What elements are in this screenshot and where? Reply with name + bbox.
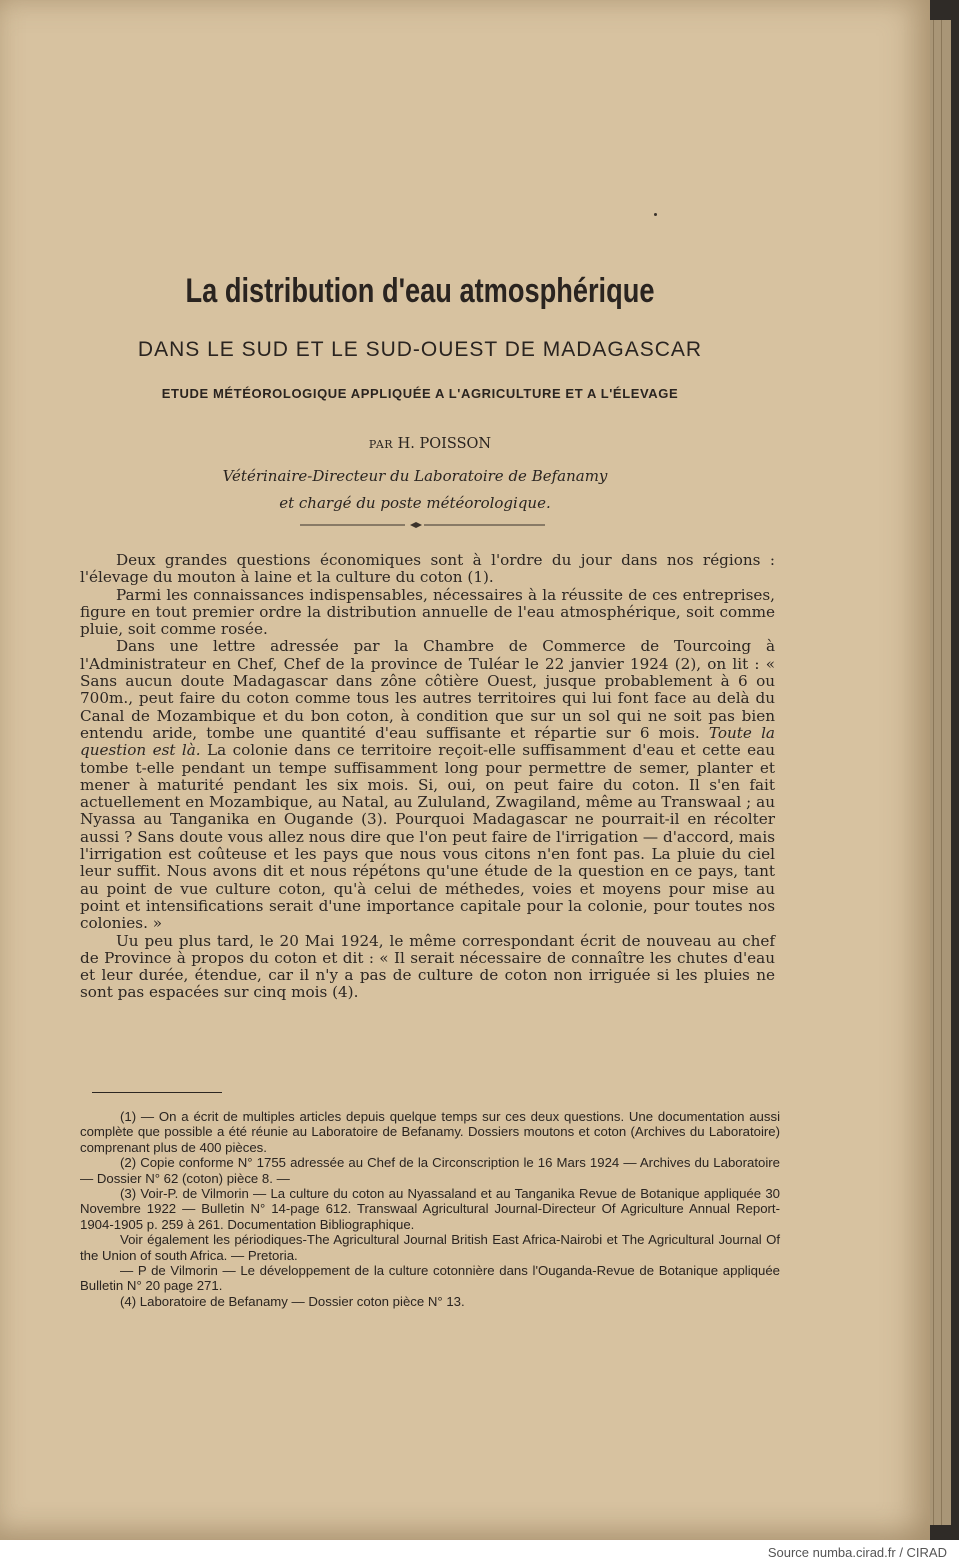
author-affiliation-2: et chargé du poste météorologique. [279,494,551,512]
body-paragraph: Deux grandes questions économiques sont à l'ordre du jour dans nos régions : l'élevage du mouton à laine et la culture du coton (1). [80,551,775,587]
article-subheading: ETUDE MÉTÉOROLOGIQUE APPLIQUÉE A L'AGRICULTURE ET A L'ÉLEVAGE [161,386,679,401]
body-paragraph: Parmi les connaissances indispensables, nécessaires à la réussite de ces entreprises, figure en tout premier ordre la distribution annuelle de l'eau atmosphérique, soit comme pluie, soit comme rosée. [80,585,775,639]
source-credit: Source numba.cirad.fr / CIRAD [767,1545,947,1560]
divider-ornament [300,520,545,530]
paper-speck [654,213,657,216]
emphasis-text: Toute la question est là. [80,723,775,760]
author-name: H. POISSON [397,436,492,452]
footnote: (3) Voir-P. de Vilmorin — La culture du coton au Nyassaland et au Tanganika Revue de Botanique appliquée 30 Novembre 1922 — Bulletin N° 14-page 612. Transwaal Agricultural Journal-Directeur Of Agriculture Annual Report-1904-1905 p. 259 à 261. Documentation Bibliographique. [80,1186,780,1232]
author-line [0,436,860,452]
body-paragraph [80,638,775,932]
footnote: (4) Laboratoire de Befanamy — Dossier coton pièce N° 13. [120,1293,465,1309]
body-paragraph: Uu peu plus tard, le 20 Mai 1924, le même correspondant écrit de nouveau au chef de Province à propos du coton et dit : « Il serait nécessaire de connaître les chutes d'eau et leur durée, étendue, car il n'y a pas de culture de coton non irriguée si les pluies ne sont pas espacées sur cinq mois (4). [80,931,775,1002]
footnote: (1) — On a écrit de multiples articles depuis quelque temps sur ces deux questions. Une documentation aussi complète que possible a été réunie au Laboratoire de Befanamy. Dossiers moutons et coton (Archives du Laboratoire) comprenant plus de 400 pièces. [80,1109,780,1155]
article-body [80,552,775,1002]
footnote: — P de Vilmorin — Le développement de la culture cotonnière dans l'Ouganda-Revue de Botanique appliquée Bulletin N° 20 page 271. [80,1263,780,1294]
footnote: Voir également les périodiques-The Agricultural Journal British East Africa-Nairobi et The Agricultural Journal Of the Union of south Africa. — Pretoria. [80,1232,780,1263]
author-affiliation-1: Vétérinaire-Directeur du Laboratoire de Befanamy [222,467,608,485]
body-paragraph-text: Dans une lettre adressée par la Chambre de Commerce de Tourcoing à l'Administrateur en Chef, Chef de la province de Tuléar le 22 janvier 1924 (2), on lit : « Sans aucun doute Madagascar dans zône côtière Ouest, jusque probablement à 6 ou 700m., peut faire du coton comme tous les autres territoires qui lui font face au delà du Canal de Mozambique et du bon coton, à condition que sur un sol qui ne soit pas bien entendu aride, tombe une quantité d'eau suffisante et répartie sur 6 mois. [80,637,775,742]
footnotes [80,1109,780,1309]
footnote: (2) Copie conforme N° 1755 adressée au Chef de la Circonscription le 16 Mars 1924 — Archives du Laboratoire — Dossier N° 62 (coton) pièce 8. — [80,1155,780,1186]
article-title: La distribution d'eau atmosphérique [185,272,655,310]
footnote-rule [92,1092,222,1093]
article-subtitle: DANS LE SUD ET LE SUD-OUEST DE MADAGASCAR [137,338,703,361]
source-footer [0,1540,959,1566]
body-paragraph-text: La colonie dans ce territoire reçoit-elle suffisamment d'eau et cette eau tombe t-elle pendant un tempe suffisamment long pour permettre de semer, planter et mener à maturité pendant les six mois. Si, oui, on peut faire du coton. Il s'en fait actuellement en Mozambique, au Natal, au Zululand, Zwagiland, même au Transwaal ; au Nyassa au Tanganika en Ougande (3). Pourquoi Madagascar ne pourrait-il en récolter aussi ? Sans doute vous allez nous dire que l'on peut faire de l'irrigation — d'accord, mais l'irrigation est coûteuse et les pays que nous vous citons n'en font pas. La pluie du ciel leur suffit. Nous avons dit et nous répétons qu'une étude de la question en ce pays, tant au point de vue culture coton, qu'à celui de méthedes, voies et moyens pour mise au point et intensifications serait d'une importance capitale pour la colonie, pour toutes nos colonies. » [80,741,775,933]
author-prefix: PAR [368,438,394,451]
